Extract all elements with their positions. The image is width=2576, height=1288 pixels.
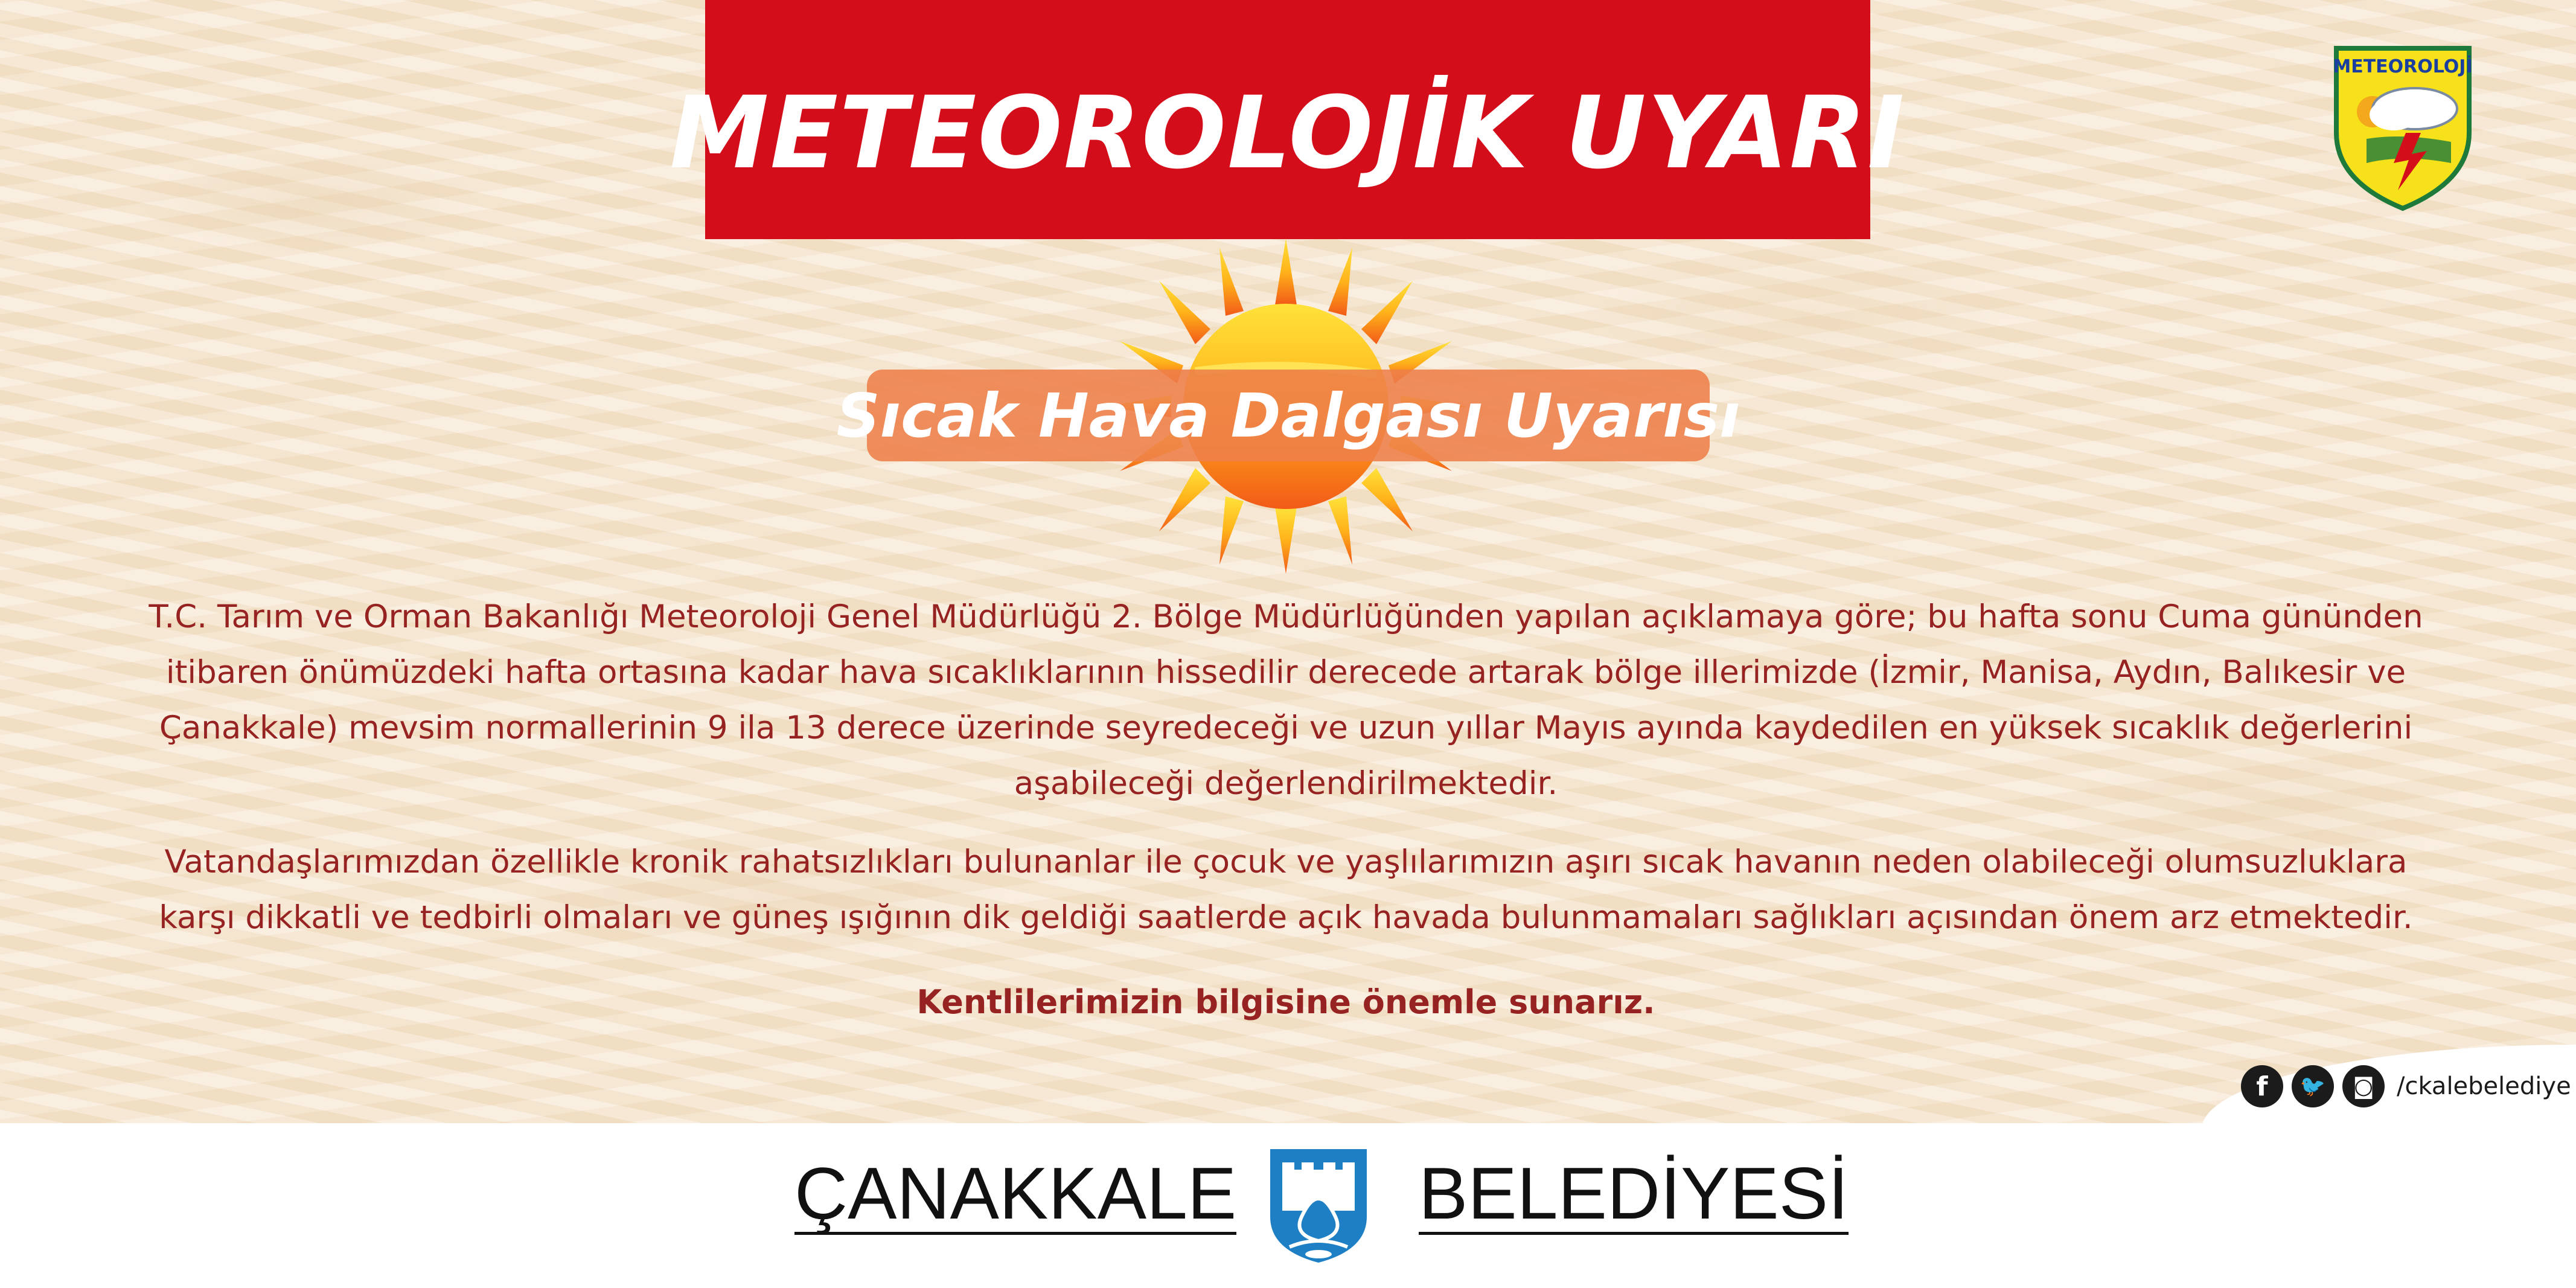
title-banner xyxy=(670,0,1906,239)
footer-city-name: ÇANAKKALE xyxy=(794,1152,1237,1234)
paragraph-line: karşı dikkatli ve tedbirli olmaları ve güneş ışığının dik geldiği saatlerde açık havada bulunmamaları sağlıkları açısından önem arz etmektedir. xyxy=(159,899,2413,936)
municipality-shield-logo-icon xyxy=(1265,1144,1372,1265)
instagram-icon[interactable]: ◙ xyxy=(2342,1065,2385,1107)
logo-text: METEOROLOJİ xyxy=(2333,56,2473,77)
closing-text: Kentlilerimizin bilgisine önemle sunarız. xyxy=(916,983,1655,1021)
paragraph-line: itibaren önümüzdeki hafta ortasına kadar hava sıcaklıklarının hissedilir derecede artarak bölge illerimizde (İzmir, Manisa, Aydın, Balıkesir ve xyxy=(165,654,2406,691)
paragraph-line: Çanakkale) mevsim normallerinin 9 ila 13 derece üzerinde seyredeceği ve uzun yıllar Mayıs ayında kaydedilen en yüksek sıcaklık değerlerini xyxy=(159,710,2413,746)
paragraph-line: T.C. Tarım ve Orman Bakanlığı Meteoroloji Genel Müdürlüğü 2. Bölge Müdürlüğünden yapılan açıklamaya göre; bu hafta sonu Cuma gününden xyxy=(149,598,2423,635)
facebook-icon[interactable]: f xyxy=(2241,1065,2283,1107)
footer-municipality: BELEDİYESİ xyxy=(1419,1152,1849,1234)
twitter-icon[interactable]: 🐦 xyxy=(2292,1065,2334,1107)
paragraph-line: aşabileceği değerlendirilmektedir. xyxy=(1014,765,1558,802)
meteorology-shield-logo-icon xyxy=(2330,42,2475,211)
subtitle-box xyxy=(836,370,1740,461)
page-title: METEOROLOJİK UYARI xyxy=(670,75,1906,191)
warning-paragraph-2 xyxy=(121,835,2451,946)
paragraph-line: Vatandaşlarımızdan özellikle kronik rahatsızlıkları bulunanlar ile çocuk ve yaşlılarımızın aşırı sıcak havanın neden olabileceği olumsuzluklara xyxy=(164,844,2408,880)
social-links xyxy=(2241,1065,2571,1108)
warning-paragraph-1 xyxy=(121,589,2451,812)
social-handle[interactable]: /ckalebelediye xyxy=(2397,1072,2571,1100)
subtitle: Sıcak Hava Dalgası Uyarısı xyxy=(836,380,1740,451)
